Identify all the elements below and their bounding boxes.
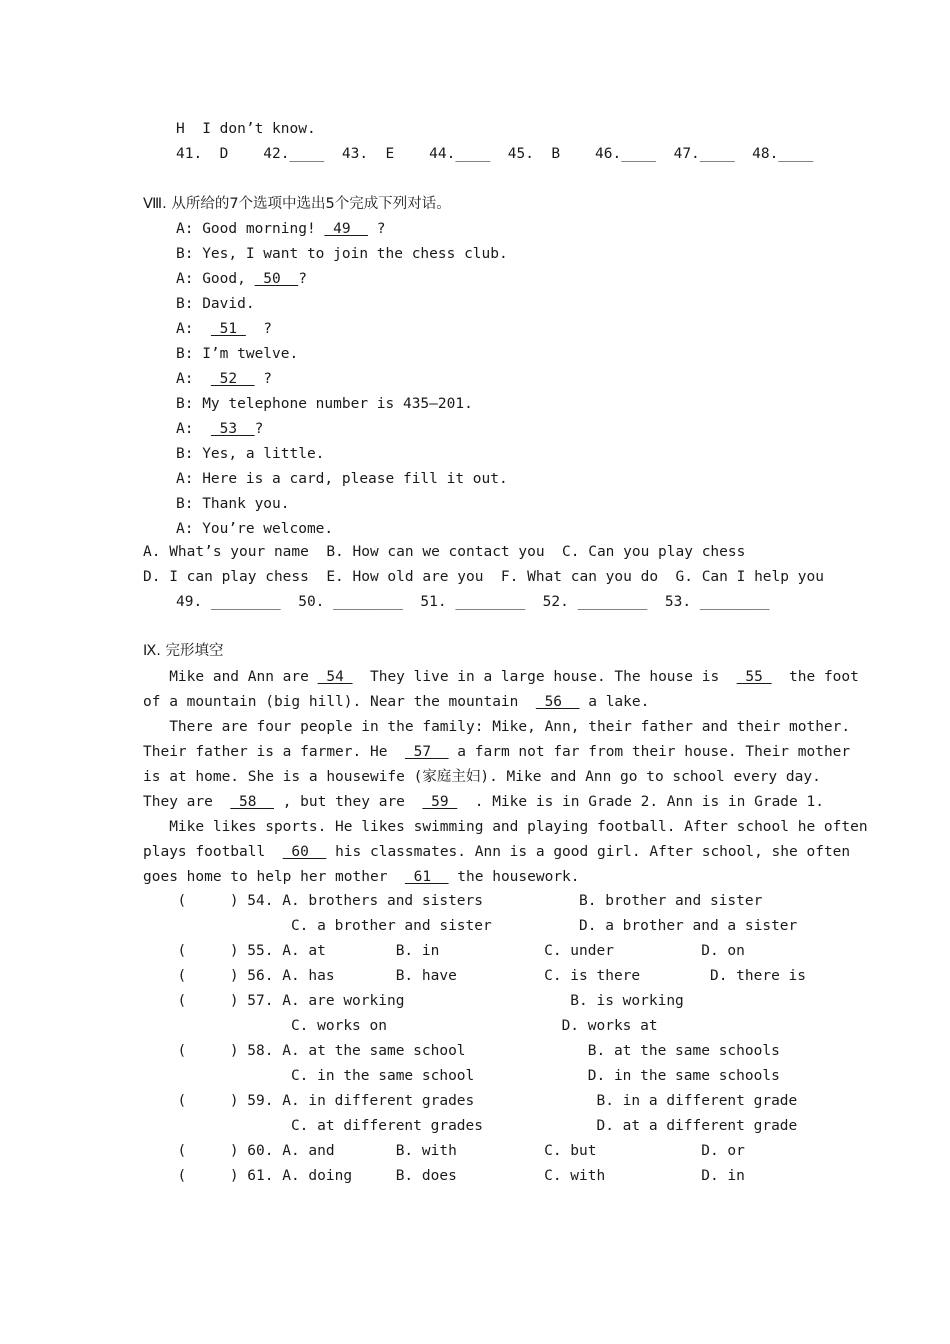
passage-text: . Mike is in Grade 2. Ann is in Grade 1. [457,794,824,810]
dialog-line [176,520,333,538]
passage-line [143,718,850,736]
cloze-blank[interactable]: 60 [282,844,327,860]
question-line: ( ) 57. A. are working B. is working [160,993,684,1009]
passage-text: the housework. [448,869,580,885]
question-line: ( ) 60. A. and B. with C. but D. or [160,1143,745,1159]
passage-text: They are [143,794,231,810]
cloze-blank[interactable]: 55 [736,669,772,685]
passage-line [143,743,850,761]
answer-blank[interactable]: 50 [254,271,299,287]
question-line: ( ) 55. A. at B. in C. under D. on [160,943,745,959]
dialog-text: ? [245,321,273,337]
passage-text: Their father is a farmer. He [143,744,405,760]
dialog-line [176,395,473,413]
options-line-2: D. I can play chess E. How old are you F. What can you do G. Can I help you [143,569,824,585]
answer-row-41-48: 41. D 42.____ 43. E 44.____ 45. B 46.____ 47.____ 48.____ [176,146,814,162]
question-line: ( ) 54. A. brothers and sisters B. brother and sister [160,893,763,909]
passage-line [143,868,580,886]
answer-blank[interactable]: 52 [210,371,255,387]
passage-line [143,693,649,711]
dialog-line [176,420,263,438]
passage-text: his classmates. Ann is a good girl. After school, she often [326,844,851,860]
passage-text: goes home to help her mother [143,869,405,885]
options-line-1: A. What’s your name B. How can we contact you C. Can you play chess [143,544,746,560]
passage-line [143,793,824,811]
question-line: C. a brother and sister D. a brother and a sister [160,918,798,934]
answer-blank[interactable]: 49 [324,221,369,237]
dialog-line [176,295,255,313]
passage-text: of a mountain (big hill). Near the mountain [143,694,536,710]
dialog-line [176,345,298,363]
passage-text: They live in a large house. The house is [352,669,737,685]
dialog-line [176,470,508,488]
question-line: ( ) 61. A. doing B. does C. with D. in [160,1168,745,1184]
question-line: ( ) 58. A. at the same school B. at the same schools [160,1043,780,1059]
option-h-line: H I don’t know. [176,121,316,137]
dialog-text: A: [176,421,211,437]
passage-text: , but they are [273,794,423,810]
cloze-blank[interactable]: 56 [535,694,580,710]
dialog-line [176,370,272,388]
passage-text: Mike and Ann are [143,669,318,685]
cloze-blank[interactable]: 61 [404,869,449,885]
passage-text: There are four people in the family: Mike, Ann, their father and their mother. [143,719,851,735]
passage-text: is at home. She is a housewife (家庭主妇). Mike and Ann go to school every day. [143,769,821,785]
dialog-text: B: Yes, a little. [176,446,325,462]
passage-text: a lake. [579,694,650,710]
dialog-line [176,320,272,338]
passage-line [143,818,868,836]
dialog-text: B: Yes, I want to join the chess club. [176,246,508,262]
question-line: C. at different grades D. at a different grade [160,1118,798,1134]
passage-text: a farm not far from their house. Their mother [448,744,851,760]
dialog-text: B: My telephone number is 435—201. [176,396,473,412]
dialog-text: A: [176,371,211,387]
dialog-text: ? [298,271,307,287]
question-line: ( ) 56. A. has B. have C. is there D. there is [160,968,807,984]
dialog-text: ? [254,421,264,437]
passage-line [143,768,821,786]
answer-blank[interactable]: 53 [210,421,255,437]
section8-heading: Ⅷ. 从所给的7个选项中选出5个完成下列对话。 [143,196,451,212]
dialog-text: A: Good, [176,271,255,287]
question-line: ( ) 59. A. in different grades B. in a different grade [160,1093,798,1109]
dialog-text: A: Good morning! [176,221,325,237]
dialog-text: B: I’m twelve. [176,346,299,362]
dialog-text: A: You’re welcome. [176,521,334,537]
cloze-blank[interactable]: 58 [230,794,274,810]
passage-line [143,843,850,861]
dialog-text: ? [254,371,273,387]
cloze-blank[interactable]: 54 [317,669,353,685]
dialog-text: B: Thank you. [176,496,290,512]
dialog-line [176,245,508,263]
passage-text: Mike likes sports. He likes swimming and playing football. After school he often [143,819,868,835]
dialog-text: A: [176,321,211,337]
dialog-text: A: Here is a card, please fill it out. [176,471,508,487]
dialog-text: ? [368,221,386,237]
section9-heading: Ⅸ. 完形填空 [143,643,224,659]
cloze-blank[interactable]: 57 [404,744,449,760]
passage-line [143,668,859,686]
passage-text: the foot [771,669,859,685]
dialog-line [176,495,290,513]
answer-blank[interactable]: 51 [210,321,246,337]
dialog-line [176,270,307,288]
cloze-blank[interactable]: 59 [422,794,458,810]
answers-line-49-53: 49. ________ 50. ________ 51. ________ 52. ________ 53. ________ [176,594,770,610]
dialog-line [176,445,324,463]
passage-text: plays football [143,844,283,860]
question-line: C. in the same school D. in the same schools [160,1068,780,1084]
dialog-line [176,220,386,238]
question-line: C. works on D. works at [160,1018,658,1034]
dialog-text: B: David. [176,296,255,312]
